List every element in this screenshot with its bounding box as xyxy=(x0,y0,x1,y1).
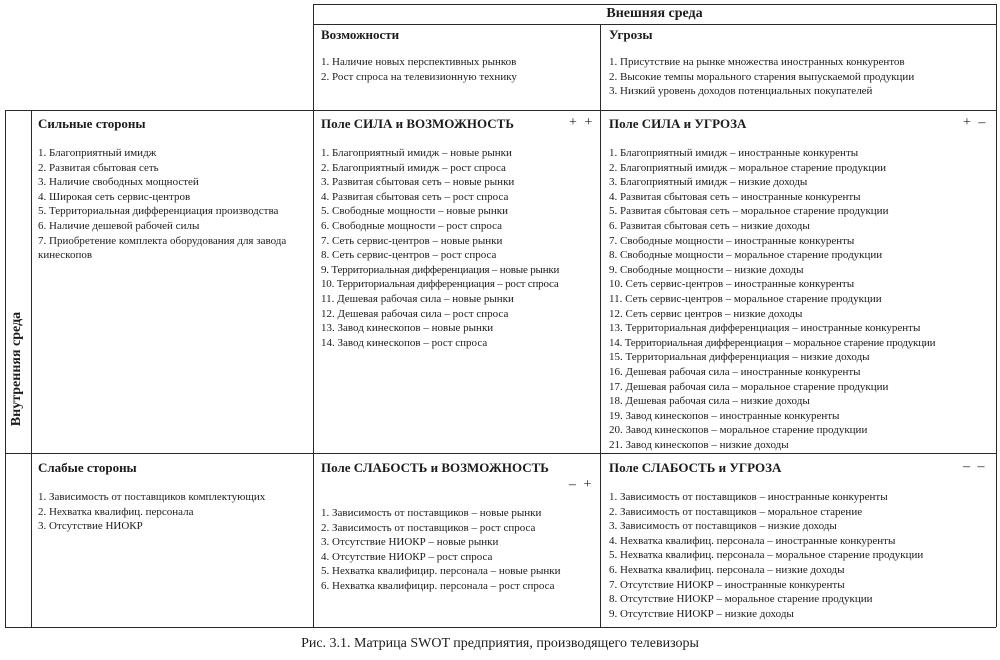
wo-sign: – + xyxy=(569,477,594,492)
strength-opportunity-cell xyxy=(321,116,599,350)
list-item: 7. Приобретение комплекта оборудования для завода кинескопов xyxy=(38,234,287,262)
table-border-top xyxy=(313,4,996,5)
wt-list xyxy=(609,490,994,621)
list-item: 6. Нехватка квалифиц. персонала – низкие доходы xyxy=(609,563,845,576)
list-item: 4. Нехватка квалифиц. персонала – иностранные конкуренты xyxy=(609,534,896,547)
weaknesses-title: Слабые стороны xyxy=(38,460,137,475)
wt-sign: – – xyxy=(963,459,987,474)
strengths-cell xyxy=(38,116,310,263)
list-item: 2. Нехватка квалифиц. персонала xyxy=(38,505,194,518)
list-item: 1. Наличие новых перспективных рынков xyxy=(321,56,517,68)
list-item: 1. Зависимость от поставщиков – иностранные конкуренты xyxy=(609,491,888,503)
weaknesses-cell xyxy=(38,460,310,534)
strength-threat-cell xyxy=(609,116,994,452)
list-item: 6. Наличие дешевой рабочей силы xyxy=(38,219,200,232)
list-item: 14. Завод кинескопов – рост спроса xyxy=(321,336,488,349)
so-title: Поле СИЛА и ВОЗМОЖНОСТЬ xyxy=(321,116,514,131)
external-environment-header: Внешняя среда xyxy=(606,6,703,21)
list-item: 4. Отсутствие НИОКР – рост спроса xyxy=(321,550,493,563)
table-border-left xyxy=(5,110,6,627)
list-item: 5. Развитая сбытовая сеть – моральное старение продукции xyxy=(609,205,889,218)
st-list xyxy=(609,146,994,452)
list-item: 15. Территориальная дифференциация – низкие доходы xyxy=(609,351,870,364)
list-item: 9. Свободные мощности – низкие доходы xyxy=(609,263,804,276)
list-item: 9. Территориальная дифференциация – новые рынки xyxy=(321,263,560,276)
list-item: 3. Наличие свободных мощностей xyxy=(38,176,199,189)
list-item: 20. Завод кинескопов – моральное старение продукции xyxy=(609,424,868,437)
threats-cell xyxy=(609,27,993,99)
list-item: 10. Сеть сервис-центров – иностранные конкуренты xyxy=(609,278,855,291)
strengths-list xyxy=(38,146,310,263)
table-border-col2 xyxy=(600,24,601,627)
list-item: 2. Рост спроса на телевизионную технику xyxy=(321,70,517,83)
list-item: 1. Зависимость от поставщиков – новые рынки xyxy=(321,507,542,519)
list-item: 10. Территориальная дифференциация – рост спроса xyxy=(321,278,559,291)
list-item: 1. Зависимость от поставщиков комплектующих xyxy=(38,491,266,503)
list-item: 19. Завод кинескопов – иностранные конкуренты xyxy=(609,409,840,422)
so-sign: + + xyxy=(569,115,595,130)
st-title: Поле СИЛА и УГРОЗА xyxy=(609,116,747,131)
list-item: 13. Территориальная дифференциация – иностранные конкуренты xyxy=(609,322,921,335)
list-item: 2. Высокие темпы морального старения выпускаемой продукции xyxy=(609,70,915,83)
list-item: 16. Дешевая рабочая сила – иностранные конкуренты xyxy=(609,365,861,378)
list-item: 3. Отсутствие НИОКР xyxy=(38,520,143,533)
list-item: 7. Свободные мощности – иностранные конкуренты xyxy=(609,234,855,247)
table-border-right xyxy=(996,4,997,627)
opportunities-list xyxy=(321,55,597,84)
list-item: 18. Дешевая рабочая сила – низкие доходы xyxy=(609,395,810,408)
list-item: 1. Присутствие на рынке множества иностранных конкурентов xyxy=(609,56,905,68)
list-item: 8. Свободные мощности – моральное старение продукции xyxy=(609,249,883,262)
wo-title: Поле СЛАБОСТЬ и ВОЗМОЖНОСТЬ xyxy=(321,460,549,475)
table-border-internal xyxy=(31,110,32,627)
list-item: 17. Дешевая рабочая сила – моральное старение продукции xyxy=(609,380,889,393)
so-list xyxy=(321,146,599,350)
figure-caption: Рис. 3.1. Матрица SWOT предприятия, производящего телевизоры xyxy=(301,636,699,651)
list-item: 5. Свободные мощности – новые рынки xyxy=(321,205,509,218)
list-item: 3. Развитая сбытовая сеть – новые рынки xyxy=(321,176,515,189)
table-border-bottom xyxy=(5,627,996,628)
list-item: 7. Отсутствие НИОКР – иностранные конкуренты xyxy=(609,578,845,591)
list-item: 2. Благоприятный имидж – рост спроса xyxy=(321,161,506,174)
threats-list xyxy=(609,55,993,99)
list-item: 4. Развитая сбытовая сеть – рост спроса xyxy=(321,190,509,203)
table-border-row1 xyxy=(5,110,996,111)
list-item: 5. Территориальная дифференциация производства xyxy=(38,205,279,218)
table-border-row2 xyxy=(5,453,996,454)
st-sign: + – xyxy=(963,115,988,130)
opportunities-cell xyxy=(321,27,597,84)
list-item: 2. Развитая сбытовая сеть xyxy=(38,161,159,174)
list-item: 12. Дешевая рабочая сила – рост спроса xyxy=(321,307,509,320)
list-item: 1. Благоприятный имидж – новые рынки xyxy=(321,147,512,159)
list-item: 2. Зависимость от поставщиков – рост спроса xyxy=(321,521,536,534)
list-item: 2. Зависимость от поставщиков – моральное старение xyxy=(609,505,863,518)
table-border-col1 xyxy=(313,4,314,627)
weakness-opportunity-cell xyxy=(321,460,599,594)
list-item: 3. Низкий уровень доходов потенциальных покупателей xyxy=(609,85,873,98)
list-item: 14. Территориальная дифференциация – моральное старение продукции xyxy=(609,336,936,349)
list-item: 3. Зависимость от поставщиков – низкие доходы xyxy=(609,520,837,533)
list-item: 8. Сеть сервис-центров – рост спроса xyxy=(321,249,497,262)
weakness-threat-cell xyxy=(609,460,994,621)
list-item: 12. Сеть сервис центров – низкие доходы xyxy=(609,307,803,320)
list-item: 5. Нехватка квалифиц. персонала – моральное старение продукции xyxy=(609,549,924,562)
list-item: 6. Развитая сбытовая сеть – низкие доходы xyxy=(609,219,810,232)
list-item: 3. Благоприятный имидж – низкие доходы xyxy=(609,176,808,189)
list-item: 6. Нехватка квалифицир. персонала – рост спроса xyxy=(321,579,555,592)
list-item: 11. Дешевая рабочая сила – новые рынки xyxy=(321,292,514,305)
list-item: 5. Нехватка квалифицир. персонала – новые рынки xyxy=(321,565,561,578)
strengths-title: Сильные стороны xyxy=(38,116,146,131)
wo-list xyxy=(321,506,599,594)
wt-title: Поле СЛАБОСТЬ и УГРОЗА xyxy=(609,460,782,475)
list-item: 13. Завод кинескопов – новые рынки xyxy=(321,322,494,335)
internal-environment-header: Внутренняя среда xyxy=(9,311,24,427)
list-item: 9. Отсутствие НИОКР – низкие доходы xyxy=(609,607,794,620)
list-item: 6. Свободные мощности – рост спроса xyxy=(321,219,503,232)
list-item: 1. Благоприятный имидж xyxy=(38,147,157,159)
list-item: 4. Широкая сеть сервис-центров xyxy=(38,190,191,203)
list-item: 2. Благоприятный имидж – моральное старение продукции xyxy=(609,161,887,174)
list-item: 4. Развитая сбытовая сеть – иностранные конкуренты xyxy=(609,190,861,203)
list-item: 1. Благоприятный имидж – иностранные конкуренты xyxy=(609,147,859,159)
threats-title: Угрозы xyxy=(609,27,653,42)
list-item: 11. Сеть сервис-центров – моральное старение продукции xyxy=(609,292,882,305)
opportunities-title: Возможности xyxy=(321,27,400,42)
list-item: 7. Сеть сервис-центров – новые рынки xyxy=(321,234,503,247)
weaknesses-list xyxy=(38,490,310,534)
table-border-external-header xyxy=(313,24,996,25)
list-item: 3. Отсутствие НИОКР – новые рынки xyxy=(321,536,499,549)
list-item: 8. Отсутствие НИОКР – моральное старение продукции xyxy=(609,593,873,606)
list-item: 21. Завод кинескопов – низкие доходы xyxy=(609,438,789,451)
